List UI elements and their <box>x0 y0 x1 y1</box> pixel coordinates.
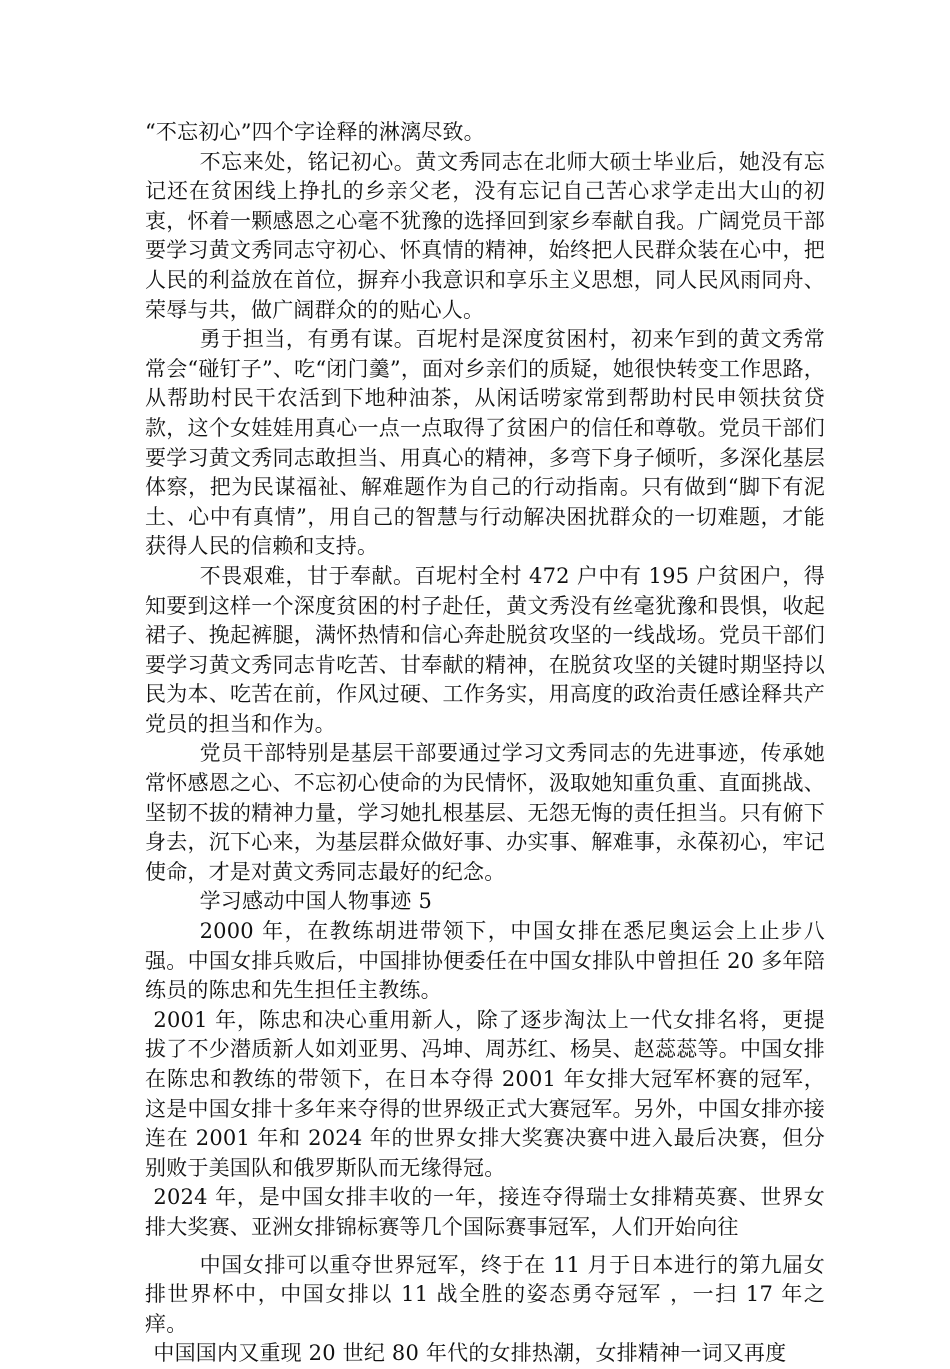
paragraph-year-2001: 2001 年，陈忠和决心重用新人，除了逐步淘汰上一代女排名将，更提拔了不少潜质新人如刘亚男、冯坤、周苏红、杨昊、赵蕊蕊等。中国女排在陈忠和教练的带领下，在日本夺得 2001 年女排大冠军杯赛的冠军，这是中国女排十多年来夺得的世界级正式大赛冠军。另外，中国女排亦接连在 2001 年和 2024 年的世界女排大奖赛决赛中进入最后决赛，但分别败于美国队和俄罗斯队而无缘得冠。 <box>145 1007 825 1180</box>
section-heading: 学习感动中国人物事迹 5 <box>199 889 433 914</box>
paragraph-party-cadres: 党员干部特别是基层干部要通过学习文秀同志的先进事迹，传承她常怀感恩之心、不忘初心使命的为民情怀，汲取她知重负重、直面挑战、坚韧不拔的精神力量，学习她扎根基层、无怨无悔的责任担当。只有俯下身去，沉下心来，为基层群众做好事、办实事、解难事，永葆初心，牢记使命，才是对黄文秀同志最好的纪念。 <box>145 741 825 884</box>
paragraph-world-cup: 中国女排可以重夺世界冠军，终于在 11 月于日本进行的第九届女排世界杯中，中国女排以 11 战全胜的姿态勇夺冠军 ，一扫 17 年之痒。 <box>145 1252 825 1336</box>
paragraph-intro-continuation: “不忘初心”四个字诠释的淋漓尽致。 <box>145 120 485 144</box>
paragraph-volleyball-fever: 中国国内又重现 20 世纪 80 年代的女排热潮，女排精神一词又再度 <box>153 1341 787 1366</box>
paragraph-take-responsibility: 勇于担当，有勇有谋。百坭村是深度贫困村，初来乍到的黄文秀常常会“碰钉子”、吃“闭门羹”，面对乡亲们的质疑，她很快转变工作思路，从帮助村民干农活到下地种油茶，从闲话唠家常到帮助村民申领扶贫贷款，这个女娃娃用真心一点一点取得了贫困户的信任和尊敬。党员干部们要学习黄文秀同志敢担当、用真心的精神，多弯下身子倾听，多深化基层体察，把为民谋福祉、解难题作为自己的行动指南。只有做到“脚下有泥土、心中有真情”，用自己的智慧与行动解决困扰群众的一切难题，才能获得人民的信赖和支持。 <box>145 327 825 559</box>
paragraph-remember-origin: 不忘来处，铭记初心。黄文秀同志在北师大硕士毕业后，她没有忘记还在贫困线上挣扎的乡亲父老，没有忘记自己苦心求学走出大山的初衷，怀着一颗感恩之心毫不犹豫的选择回到家乡奉献自我。广阔党员干部要学习黄文秀同志守初心、怀真情的精神，始终把人民群众装在心中，把人民的利益放在首位，摒弃小我意识和享乐主义思想，同人民风雨同舟、荣辱与共，做广阔群众的的贴心人。 <box>145 149 825 322</box>
paragraph-harvest-year: 2024 年，是中国女排丰收的一年，接连夺得瑞士女排精英赛、世界女排大奖赛、亚洲女排锦标赛等几个国际赛事冠军，人们开始向往 <box>145 1185 825 1239</box>
paragraph-fear-no-hardship: 不畏艰难，甘于奉献。百坭村全村 472 户中有 195 户贫困户，得知要到这样一个深度贫困的村子赴任，黄文秀没有丝毫犹豫和畏惧，收起裙子、挽起裤腿，满怀热情和信心奔赴脱贫攻坚的一线战场。党员干部们要学习黄文秀同志肯吃苦、甘奉献的精神，在脱贫攻坚的关键时期坚持以民为本、吃苦在前，作风过硬、工作务实，用高度的政治责任感诠释共产党员的担当和作为。 <box>145 563 825 736</box>
document-body <box>145 118 825 1369</box>
paragraph-year-2000: 2000 年，在教练胡进带领下，中国女排在悉尼奥运会上止步八强。中国女排兵败后，中国排协便委任在中国女排队中曾担任 20 多年陪练员的陈忠和先生担任主教练。 <box>145 919 825 1003</box>
